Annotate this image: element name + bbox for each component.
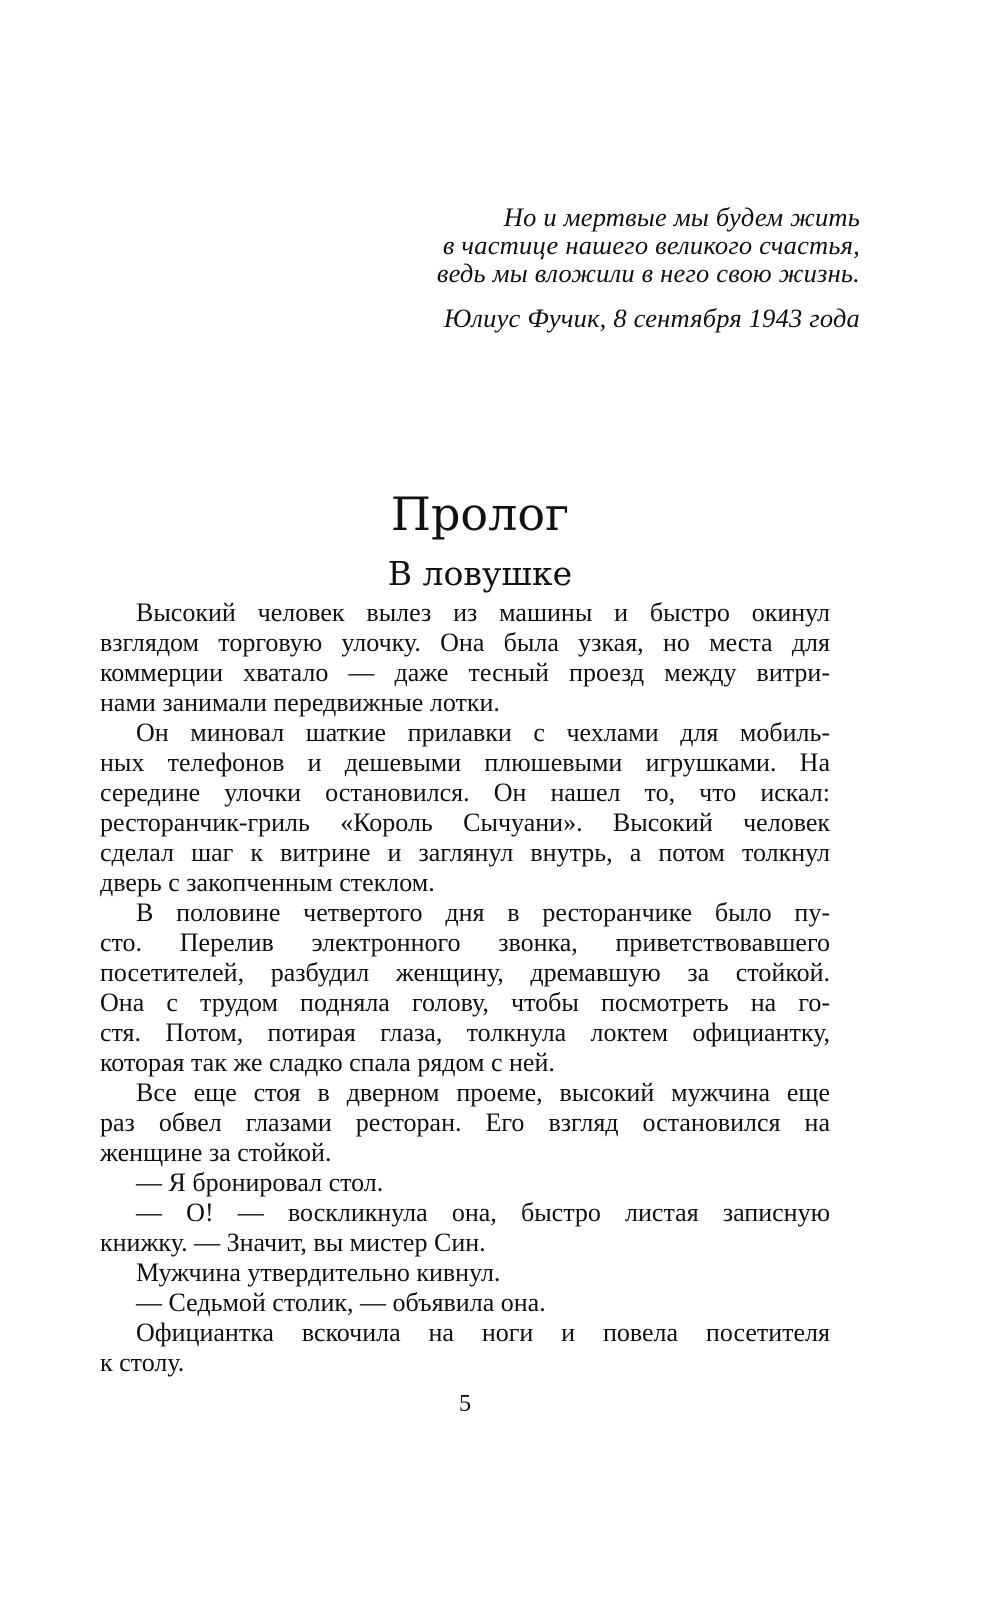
text-line: взглядом торговую улочку. Она была узкая, но места для [100,628,830,657]
text-line: к столу. [100,1348,185,1377]
text-line: — О! — воскликнула она, быстро листая записную [136,1198,830,1227]
text-line: Все еще стоя в дверном проеме, высокий мужчина еще [136,1078,830,1107]
text-line: — Седьмой столик, — объявила она. [136,1288,546,1317]
epigraph-line: в частице нашего великого счастья, [442,230,860,260]
text-line: Она с трудом подняла голову, чтобы посмотреть на го- [100,988,830,1017]
chapter-title: Пролог [390,487,570,541]
text-line: нами занимали передвижные лотки. [100,688,500,717]
body-text [100,598,830,1378]
text-line: Высокий человек вылез из машины и быстро окинул [136,598,830,627]
text-line: женщине за стойкой. [100,1138,332,1167]
text-line: Он миновал шаткие прилавки с чехлами для мобиль- [136,718,830,747]
epigraph-line: Но и мертвые мы будем жить [503,202,860,232]
page-number: 5 [459,1391,471,1417]
epigraph-attribution: Юлиус Фучик, 8 сентября 1943 года [443,303,860,333]
text-line: дверь с закопченным стеклом. [100,868,435,897]
text-line: Официантка вскочила на ноги и повела посетителя [136,1318,830,1347]
text-line: сделал шаг к витрине и заглянул внутрь, а потом толкнул [100,838,830,867]
text-line: стя. Потом, потирая глаза, толкнула локтем официантку, [100,1018,830,1047]
text-line: посетителей, разбудил женщину, дремавшую за стойкой. [100,958,830,987]
text-line: раз обвел глазами ресторан. Его взгляд остановился на [100,1108,830,1137]
text-line: ных телефонов и дешевыми плюшевыми игрушками. На [100,748,830,777]
text-line: книжку. — Значит, вы мистер Син. [100,1228,486,1257]
text-line: ресторанчик-гриль «Король Сычуани». Высокий человек [100,808,830,837]
epigraph [300,203,860,332]
text-line: Мужчина утвердительно кивнул. [136,1258,501,1287]
epigraph-line: ведь мы вложили в него свою жизнь. [436,258,860,288]
text-line: которая так же сладко спала рядом с ней. [100,1048,555,1077]
text-line: коммерции хватало — даже тесный проезд между витри- [100,658,830,687]
chapter-subtitle: В ловушке [387,554,573,593]
text-line: сто. Перелив электронного звонка, приветствовавшего [100,928,830,957]
text-line: — Я бронировал стол. [136,1168,384,1197]
text-line: В половине четвертого дня в ресторанчике было пу- [136,898,830,927]
text-line: середине улочки остановился. Он нашел то, что искал: [100,778,830,807]
